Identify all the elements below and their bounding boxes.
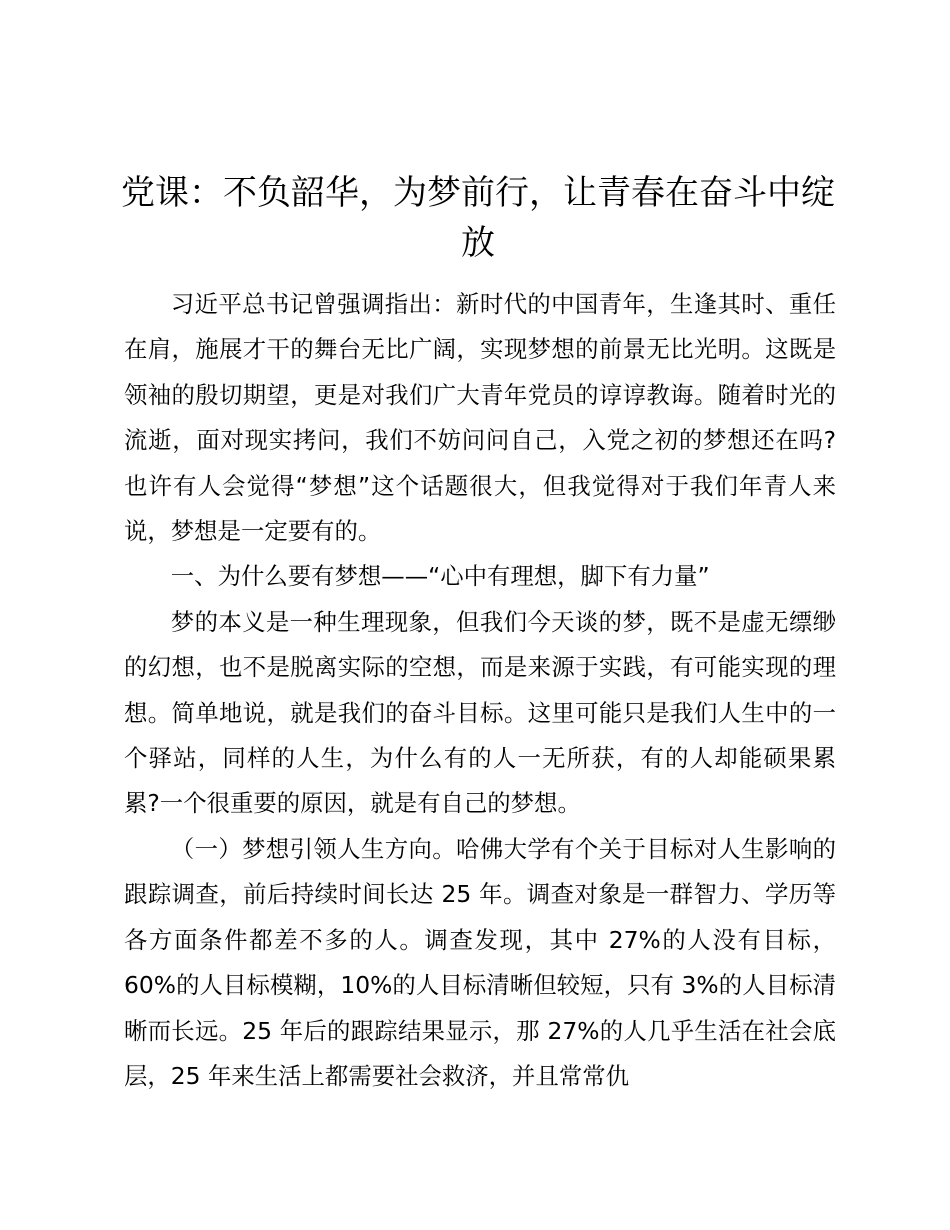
paragraph-intro: 习近平总书记曾强调指出：新时代的中国青年，生逢其时、重任在肩，施展才干的舞台无比广阔，实现梦想的前景无比光明。这既是领袖的殷切期望，更是对我们广大青年党员的谆谆教诲。随着时光的流逝，面对现实拷问，我们不妨问问自己，入党之初的梦想还在吗?也许有人会觉得“梦想”这个话题很大，但我觉得对于我们年青人来说，梦想是一定要有的。 <box>124 290 836 546</box>
section-heading-1: 一、为什么要有梦想——“心中有理想，脚下有力量” <box>170 562 710 591</box>
document-body <box>124 282 836 1099</box>
document-title: 党课：不负韶华，为梦前行，让青春在奋斗中绽放 <box>121 173 835 263</box>
paragraph-subsection-1: （一）梦想引领人生方向。哈佛大学有个关于目标对人生影响的跟踪调查，前后持续时间长达 25 年。调查对象是一群智力、学历等各方面条件都差不多的人。调查发现，其中 27%的人没有目标，60%的人目标模糊，10%的人目标清晰但较短，只有 3%的人目标清晰而长远。25 年后的跟踪结果显示，那 27%的人几乎生活在社会底层，25 年来生活上都需要社会救济，并且常常仇 <box>124 834 836 1090</box>
paragraph-dream-meaning: 梦的本义是一种生理现象，但我们今天谈的梦，既不是虚无缥缈的幻想，也不是脱离实际的空想，而是来源于实践，有可能实现的理想。简单地说，就是我们的奋斗目标。这里可能只是我们人生中的一个驿站，同样的人生，为什么有的人一无所获，有的人却能硕果累累?一个很重要的原因，就是有自己的梦想。 <box>124 607 836 818</box>
